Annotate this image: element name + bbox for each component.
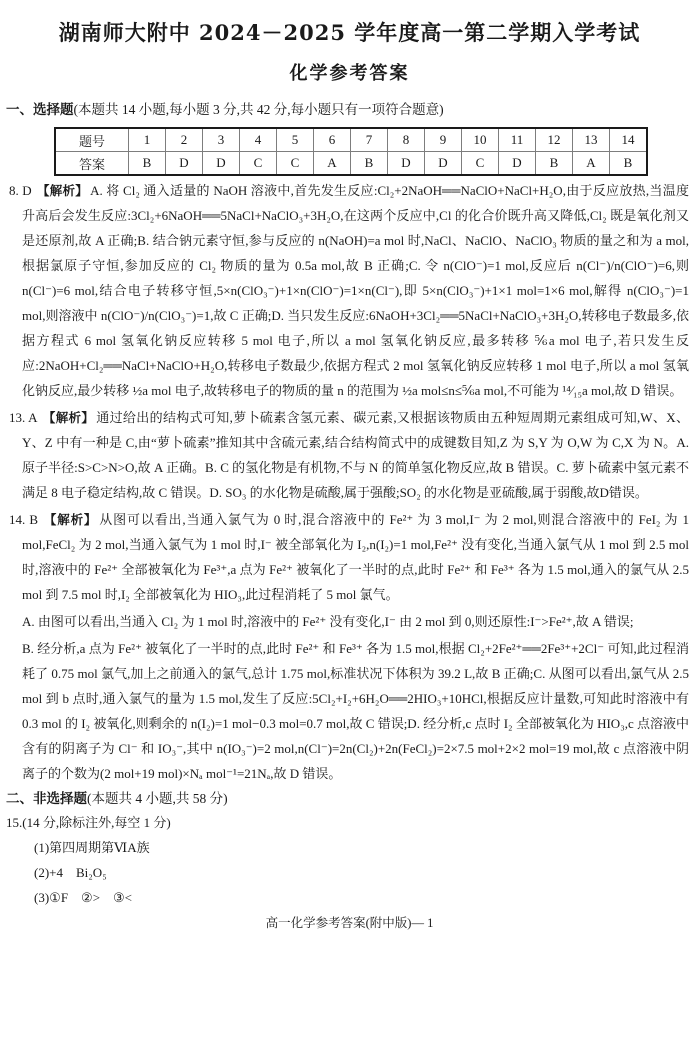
answer-cell: B xyxy=(129,152,166,176)
q15-answer-line-3: (3)①F ②> ③< xyxy=(34,890,133,905)
question-number-cell: 13 xyxy=(573,128,610,152)
explanation-q13 xyxy=(9,405,689,505)
question-number-cell: 7 xyxy=(351,128,388,152)
answer-cell: C xyxy=(462,152,499,176)
answer-cell: A xyxy=(573,152,610,176)
question-number-cell: 11 xyxy=(499,128,536,152)
page-title: 湖南师大附中 2024－2025 学年度高一第二学期入学考试 xyxy=(58,20,641,45)
answer-cell: D xyxy=(388,152,425,176)
answer-row xyxy=(55,152,647,176)
q8-analysis-text: A. 将 Cl₂ 通入适量的 NaOH 溶液中,首先发生反应:Cl₂+2NaOH══NaClO+NaCl+H₂O,由于反应放热,当温度升高后会发生反应:3Cl₂+6NaOH══5NaCl+NaClO₃+3H₂O,在这两个反应中,Cl 的化合价既升高又降低,Cl₂ 既是氧化剂又是还原剂,故 A 正确;B. 结合钠元素守恒,参与反应的 n(NaOH)=a mol 时,NaCl、NaClO、NaClO₃ 物质的量之和为 a mol,根据氯原子守恒,参加反应的 Cl₂ 物质的量为 0.5a mol,故 B 正确;C. 令 n(ClO⁻)=1 mol,反应后 n(Cl⁻)/n(ClO⁻)=6,则 n(Cl⁻)=6 mol,结合电子转移守恒,5×n(ClO₃⁻)+1×n(ClO⁻)=1×n(Cl⁻),即 5×n(ClO₃⁻)+1×1 mol=1×6 mol,解得 n(ClO₃⁻)=1 mol,则溶液中 n(ClO⁻)/n(ClO₃⁻)=1,故 C 正确;D. 当只发生反应:6NaOH+3Cl₂══5NaCl+NaClO₃+3H₂O,转移电子数最多,依据方程式 6 mol 氢氧化钠反应转移 5 mol 电子,所以 a mol 氢氧化钠反应,最多转移 ⅚a mol 电子,若只发生反应:2NaOH+Cl₂══NaCl+NaClO+H₂O,转移电子数最少,依据方程式 2 mol 氢氧化钠反应转移 1 mol 电子,所以 a mol 氢氧化钠反应,最少转移 ½a mol 电子,故转移电子的物质的量 n 的范围为 ½a mol≤n≤⅚a mol,不可能为 ¹⁴⁄₁₅a mol,故 D 错误。 xyxy=(22,183,689,398)
question-number-cell: 1 xyxy=(129,128,166,152)
answer-cell: B xyxy=(351,152,388,176)
section2-heading-note: (本题共 4 小题,共 58 分) xyxy=(87,791,228,806)
answer-cell: A xyxy=(314,152,351,176)
section1-heading xyxy=(6,100,693,120)
question-number-cell: 5 xyxy=(277,128,314,152)
section2-heading-label: 二、非选择题 xyxy=(6,791,87,807)
section1-heading-note: (本题共 14 小题,每小题 3 分,共 42 分,每小题只有一项符合题意) xyxy=(73,102,444,117)
question-number-cell: 6 xyxy=(314,128,351,152)
q14-analysis-text: 从图可以看出,当通入氯气为 0 时,混合溶液中的 Fe²⁺ 为 3 mol,I⁻ 为 2 mol,则混合溶液中的 FeI₂ 为 1 mol,FeCl₂ 为 2 mol,当通入氯气为 1 mol 时,I⁻ 被全部氧化为 I₂,n(I₂)=1 mol,Fe²⁺ 没有变化,当通入氯气从 1 mol 到 2.5 mol 时,溶液中的 Fe²⁺ 全部被氧化为 Fe³⁺,a 点为 Fe²⁺ 被氧化了一半时的点,此时 Fe²⁺ 和 Fe³⁺ 各为 1.5 mol,通入的氯气从 2.5 mol 到 7.5 mol 时,I₂ 全部被氧化为 HIO₃,此过程消耗了 5 mol 氯气。 xyxy=(22,512,689,602)
question-number-cell: 3 xyxy=(203,128,240,152)
question-number-cell: 10 xyxy=(462,128,499,152)
question-number-cell: 14 xyxy=(610,128,648,152)
question-number-cell: 9 xyxy=(425,128,462,152)
q13-analysis-text: 通过给出的结构式可知,萝卜硫素含氢元素、碳元素,又根据该物质由五种短周期元素组成可知,W、X、Y、Z 中有一种是 C,由“萝卜硫素”推知其中含硫元素,结合结构简式中的成键数目知,Z 为 S,Y 为 O,W 为 C,X 为 N。A. 原子半径:S>C>N>O,故 A 正确。B. C 的氢化物是有机物,不与 N 的简单氢化物反应,故 B 错误。C. 萝卜硫素中氢元素不满足 8 电子稳定结构,故 C 错误。D. SO₃ 的水化物是硫酸,属于强酸;SO₂ 的水化物是亚硫酸,属于弱酸,故D错误。 xyxy=(22,410,689,500)
q8-number-and-answer: 8. D xyxy=(9,183,32,198)
q15-header: 15.(14 分,除标注外,每空 1 分) xyxy=(6,815,171,830)
answer-cell: D xyxy=(499,152,536,176)
answer-cell: C xyxy=(277,152,314,176)
section1-heading-label: 一、选择题 xyxy=(6,102,74,118)
question-number-cell: 12 xyxy=(536,128,573,152)
answer-cell: D xyxy=(425,152,462,176)
explanation-q14-options-bcd: B. 经分析,a 点为 Fe²⁺ 被氧化了一半时的点,此时 Fe²⁺ 和 Fe³⁺ 各为 1.5 mol,根据 Cl₂+2Fe²⁺══2Fe³⁺+2Cl⁻ 可知,此过程消耗了 0.75 mol 氯气,加上之前通入的氯气,总计 1.75 mol,标准状况下体积为 39.2 L,故 B 正确;C. 从图可以看出,氯气从 2.5 mol 到 b 点时,通入氯气的量为 1.5 mol,发生了反应:5Cl₂+I₂+6H₂O══2HIO₃+10HCl,根据反应计量数,可知此时溶液中有 0.3 mol 的 I₂ 被氧化,则剩余的 n(I₂)=1 mol−0.3 mol=0.7 mol,故 C 错误;D. 经分析,c 点时 I₂ 全部被氧化为 HIO₃,c 点溶液中含有的阴离子为 Cl⁻ 和 IO₃⁻,其中 n(IO₃⁻)=2 mol,n(Cl⁻)=2n(Cl₂)+2n(FeCl₂)=2×7.5 mol+2×2 mol=19 mol,故 c 点溶液中阴离子的个数为(2 mol+19 mol)×Nₐ mol⁻¹=21Nₐ,故 D 错误。 xyxy=(22,641,689,781)
answer-row-label: 答案 xyxy=(55,152,129,176)
explanation-q8 xyxy=(9,178,689,403)
section2-heading xyxy=(6,789,693,809)
q13-number-and-answer: 13. A xyxy=(9,410,38,425)
q8-analysis-marker: 【解析】 xyxy=(36,183,89,198)
question-number-row xyxy=(55,128,647,152)
question-number-cell: 8 xyxy=(388,128,425,152)
explanation-q14 xyxy=(9,507,689,607)
q15-answer-line-1: (1)第四周期第ⅥA族 xyxy=(34,840,150,855)
answer-table xyxy=(54,127,648,176)
question-number-row-label: 题号 xyxy=(55,128,129,152)
answer-cell: B xyxy=(610,152,648,176)
answer-cell: D xyxy=(203,152,240,176)
q15-answer-line-2: (2)+4 Bi₂O₅ xyxy=(34,865,107,880)
q13-analysis-marker: 【解析】 xyxy=(42,410,95,425)
page-subtitle: 化学参考答案 xyxy=(289,63,410,84)
explanation-q14-option-a: A. 由图可以看出,当通入 Cl₂ 为 1 mol 时,溶液中的 Fe²⁺ 没有变化,I⁻ 由 2 mol 到 0,则还原性:I⁻>Fe²⁺,故 A 错误; xyxy=(22,614,634,629)
answer-cell: D xyxy=(166,152,203,176)
answer-cell: C xyxy=(240,152,277,176)
question-number-cell: 2 xyxy=(166,128,203,152)
q14-analysis-marker: 【解析】 xyxy=(43,512,98,527)
q14-number-and-answer: 14. B xyxy=(9,512,39,527)
answer-cell: B xyxy=(536,152,573,176)
page-footer: 高一化学参考答案(附中版)— 1 xyxy=(265,916,434,930)
question-number-cell: 4 xyxy=(240,128,277,152)
